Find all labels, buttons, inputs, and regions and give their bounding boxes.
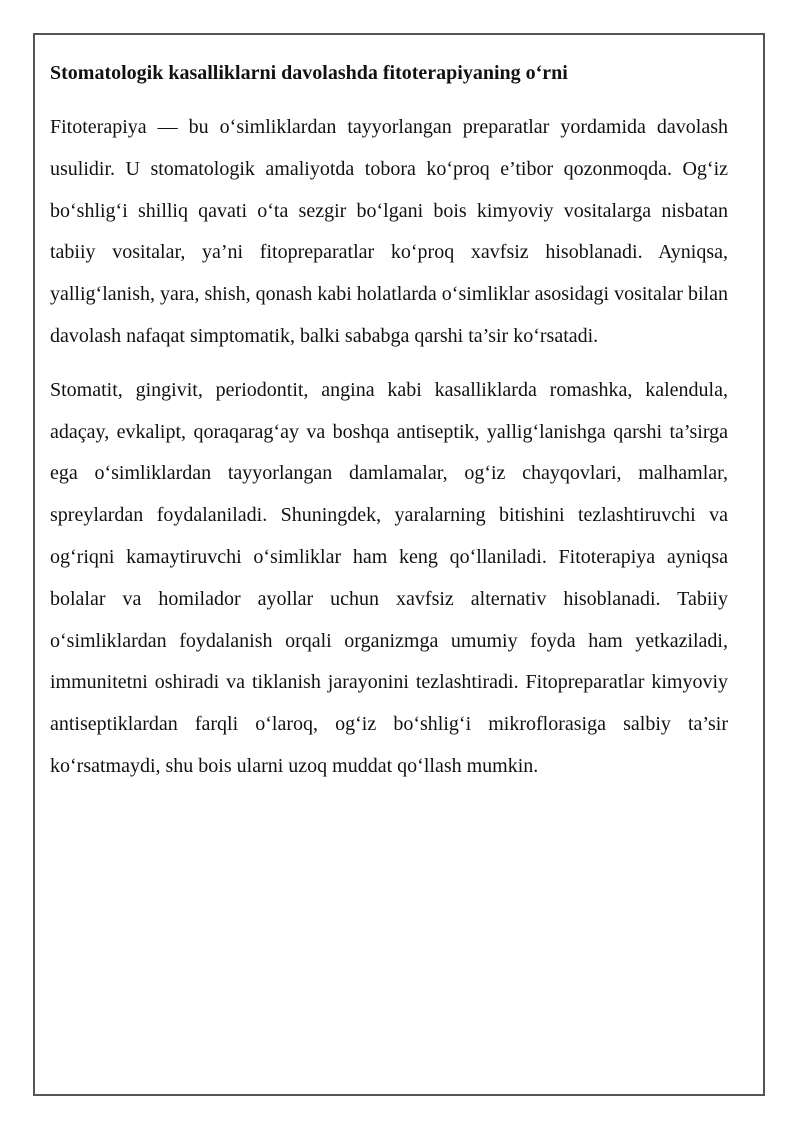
paragraph-intro: Fitoterapiya — bu o‘simliklardan tayyorlangan preparatlar yordamida davolash usulidir. U stomatologik amaliyotda tobora ko‘proq e’tibor qozonmoqda. Og‘iz bo‘shlig‘i shilliq qavati o‘ta sezgir bo‘lgani bois kimyoviy vositalarga nisbatan tabiiy vositalar, ya’ni fitopreparatlar ko‘proq xavfsiz hisoblanadi. Ayniqsa, yallig‘lanish, yara, shish, qonash kabi holatlarda o‘simliklar asosidagi vositalar bilan davolash nafaqat simptomatik, balki sababga qarshi ta’sir ko‘rsatadi. (50, 116, 728, 347)
document-title: Stomatologik kasalliklarni davolashda fitoterapiyaning o‘rni (50, 62, 568, 84)
document-page (33, 33, 765, 1096)
paragraph-diseases: Stomatit, gingivit, periodontit, angina kabi kasalliklarda romashka, kalendula, adaçay, evkalipt, qoraqarag‘ay va boshqa antiseptik, yallig‘lanishga qarshi ta’sirga ega o‘simliklardan tayyorlangan damlamalar, og‘iz chayqovlari, malhamlar, spreylardan foydalaniladi. Shuningdek, yaralarning bitishini tezlashtiruvchi va og‘riqni kamaytiruvchi o‘simliklar ham keng qo‘llaniladi. Fitoterapiya ayniqsa bolalar va homilador ayollar uchun xavfsiz alternativ hisoblanadi. Tabiiy o‘simliklardan foydalanish orqali organizmga umumiy foyda ham yetkaziladi, immunitetni oshiradi va tiklanish jarayonini tezlashtiradi. Fitopreparatlar kimyoviy antiseptiklardan farqli o‘laroq, og‘iz bo‘shlig‘i mikroflorasiga salbiy ta’sir ko‘rsatmaydi, shu bois ularni uzoq muddat qo‘llash mumkin. (50, 378, 728, 777)
document-body (50, 59, 728, 800)
